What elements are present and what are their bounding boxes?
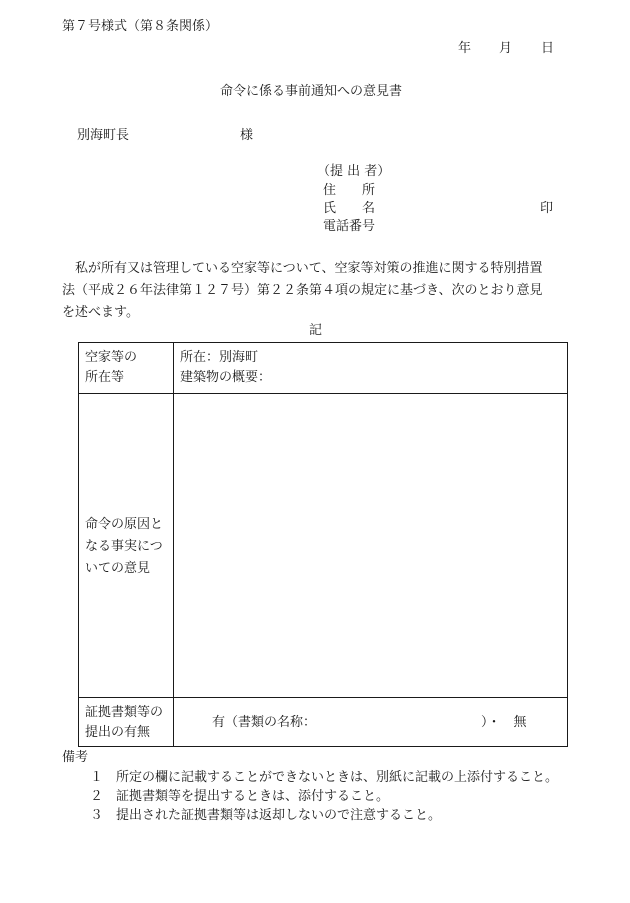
opinion-table [78, 342, 568, 747]
date-month-label: 月 [499, 41, 513, 56]
body-line-3: を述べます。 [62, 305, 139, 320]
table-row-evidence [79, 698, 567, 746]
note-item: １ 所定の欄に記載することができないときは、別紙に記載の上添付すること。 [90, 770, 559, 785]
evidence-label-line-2: 提出の有無 [85, 725, 151, 740]
opinion-label-line-1: 命令の原因と [85, 517, 164, 532]
submitter-name-label: 氏 名 [323, 201, 376, 216]
addressee-honorific: 様 [240, 128, 254, 143]
note-item: ３ 提出された証拠書類等は返却しないので注意すること。 [90, 808, 442, 823]
evidence-none-option: ）・ 無 [481, 715, 527, 730]
submitter-heading: （提 出 者） [317, 164, 391, 179]
seal-mark: 印 [540, 201, 554, 216]
notes-heading: 備考 [62, 750, 89, 765]
table-row-opinion [79, 394, 567, 698]
evidence-label-line-1: 証拠書類等の [85, 705, 164, 720]
document-title: 命令に係る事前通知への意見書 [220, 84, 403, 99]
ki-mark: 記 [309, 323, 323, 338]
note-item: ２ 証拠書類等を提出するときは、添付すること。 [90, 789, 390, 804]
body-line-1: 私が所有又は管理している空家等について、空家等対策の推進に関する特別措置 [62, 261, 543, 276]
submitter-phone-label: 電話番号 [323, 219, 376, 234]
location-label-line-2: 所在等 [85, 370, 125, 385]
notes-list [90, 768, 558, 825]
date-day-label: 日 [541, 41, 555, 56]
body-paragraph [62, 258, 570, 324]
opinion-label-line-2: なる事実につ [85, 539, 163, 554]
form-number: 第７号様式（第８条関係） [62, 19, 219, 34]
opinion-label-line-3: いての意見 [85, 561, 151, 576]
location-value-address: 所在：別海町 [180, 350, 259, 365]
addressee-name: 別海町長 [77, 128, 130, 143]
location-value-building: 建築物の概要： [180, 370, 272, 385]
location-label-line-1: 空家等の [85, 350, 138, 365]
evidence-has-documents: 有（書類の名称： [212, 715, 317, 730]
body-line-2: 法（平成２６年法律第１２７号）第２２条第４項の規定に基づき、次のとおり意見 [62, 283, 543, 298]
table-row-location [79, 343, 567, 394]
submitter-address-label: 住 所 [323, 183, 376, 198]
date-year-label: 年 [458, 41, 472, 56]
